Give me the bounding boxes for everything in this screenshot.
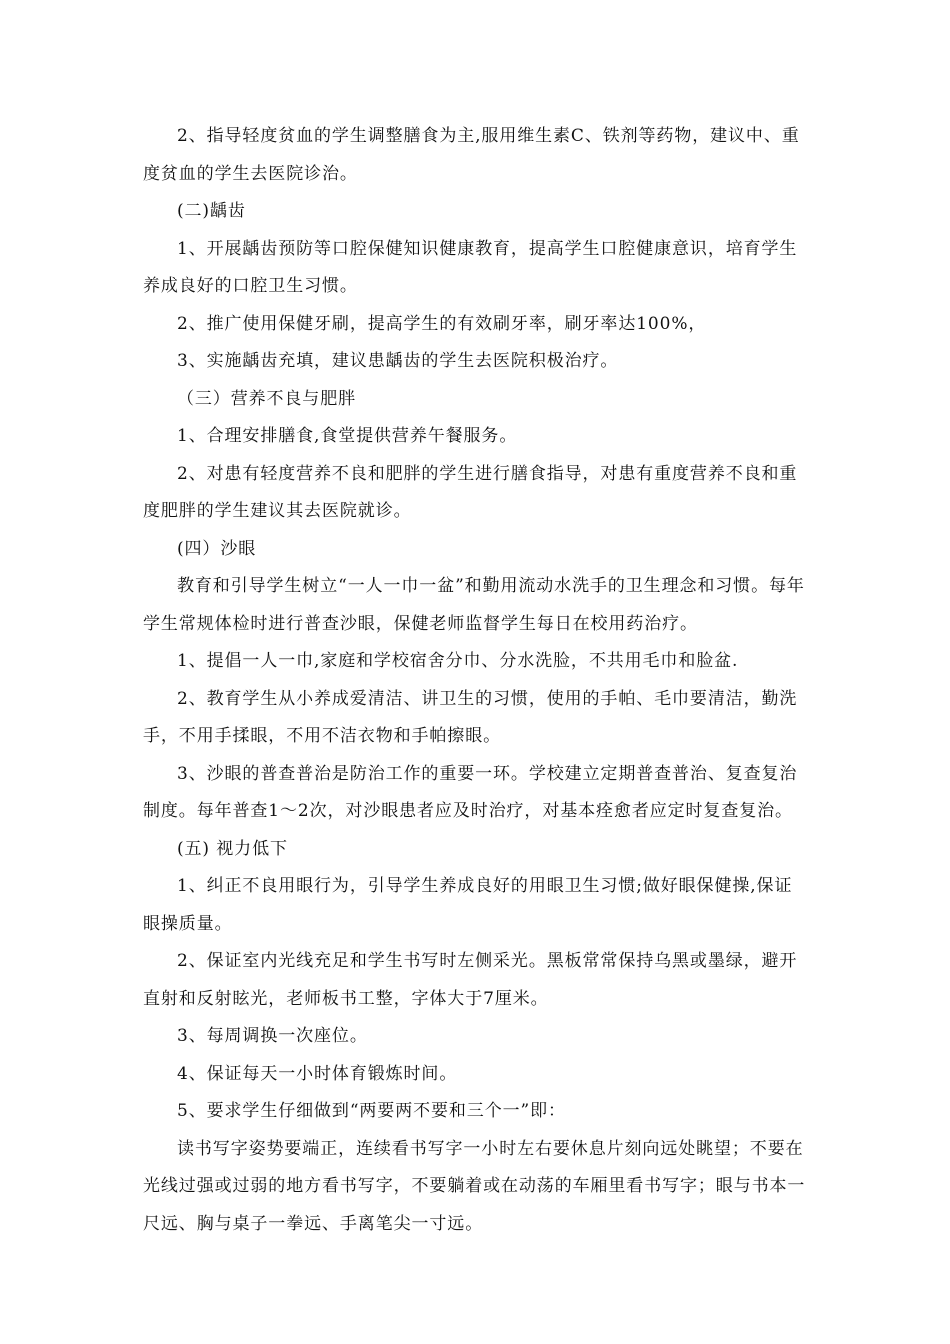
paragraph-vision-requirements: 5、要求学生仔细做到“两要两不要和三个一”即： (177, 1101, 566, 1121)
paragraph-vision-seats: 3、每周调换一次座位。 (177, 1026, 368, 1046)
paragraph-trachoma-hygiene: 2、教育学生从小养成爱清洁、讲卫生的习惯，使用的手帕、毛巾要清洁，勤洗手，不用手揉眼，不用不洁衣物和手帕擦眼。 (143, 688, 798, 746)
section-heading-trachoma: (四）沙眼 (177, 538, 257, 559)
paragraph-caries-filling: 3、实施龋齿充填，建议患龋齿的学生去医院积极治疗。 (177, 351, 619, 371)
paragraph-vision-lighting: 2、保证室内光线充足和学生书写时左侧采光。黑板常常保持乌黑或墨绿，避开直射和反射眩光，老师板书工整，字体大于7厘米。 (143, 951, 798, 1009)
section-heading-vision: (五) 视力低下 (177, 838, 288, 859)
paragraph-nutrition-meals: 1、合理安排膳食,食堂提供营养午餐服务。 (177, 426, 518, 446)
paragraph-caries-toothbrush: 2、推广使用保健牙刷，提高学生的有效刷牙率，刷牙率达100%， (177, 313, 707, 334)
paragraph-trachoma-screening: 3、沙眼的普查普治是防治工作的重要一环。学校建立定期普查普治、复查复治制度。每年普查1～2次，对沙眼患者应及时治疗，对基本痊愈者应定时复查复治。 (143, 763, 798, 821)
paragraph-vision-posture: 读书写字姿势要端正，连续看书写字一小时左右要休息片刻向远处眺望；不要在光线过强或过弱的地方看书写字，不要躺着或在动荡的车厢里看书写字；眼与书本一尺远、胸与桌子一拳远、手离笔尖一寸远。 (143, 1138, 806, 1234)
paragraph-trachoma-towel: 1、提倡一人一巾,家庭和学校宿舍分巾、分水洗脸，不共用毛巾和脸盆. (177, 651, 739, 671)
paragraph-trachoma-education: 教育和引导学生树立“一人一巾一盆”和勤用流动水洗手的卫生理念和习惯。每年学生常规体检时进行普查沙眼，保健老师监督学生每日在校用药治疗。 (143, 576, 805, 634)
paragraph-vision-exercise: 4、保证每天一小时体育锻炼时间。 (177, 1063, 458, 1084)
paragraph-nutrition-guidance: 2、对患有轻度营养不良和肥胖的学生进行膳食指导，对患有重度营养不良和重度肥胖的学生建议其去医院就诊。 (143, 463, 798, 521)
section-heading-caries: (二)龋齿 (177, 201, 246, 221)
paragraph-anemia-diet: 2、指导轻度贫血的学生调整膳食为主,服用维生素C、铁剂等药物，建议中、重度贫血的学生去医院诊治。 (143, 126, 800, 184)
document-body (143, 118, 808, 1243)
paragraph-vision-habits: 1、纠正不良用眼行为，引导学生养成良好的用眼卫生习惯;做好眼保健操,保证眼操质量。 (143, 876, 793, 934)
section-heading-nutrition: （三）营养不良与肥胖 (177, 388, 356, 409)
paragraph-caries-education: 1、开展龋齿预防等口腔保健知识健康教育，提高学生口腔健康意识，培育学生养成良好的口腔卫生习惯。 (143, 238, 798, 296)
